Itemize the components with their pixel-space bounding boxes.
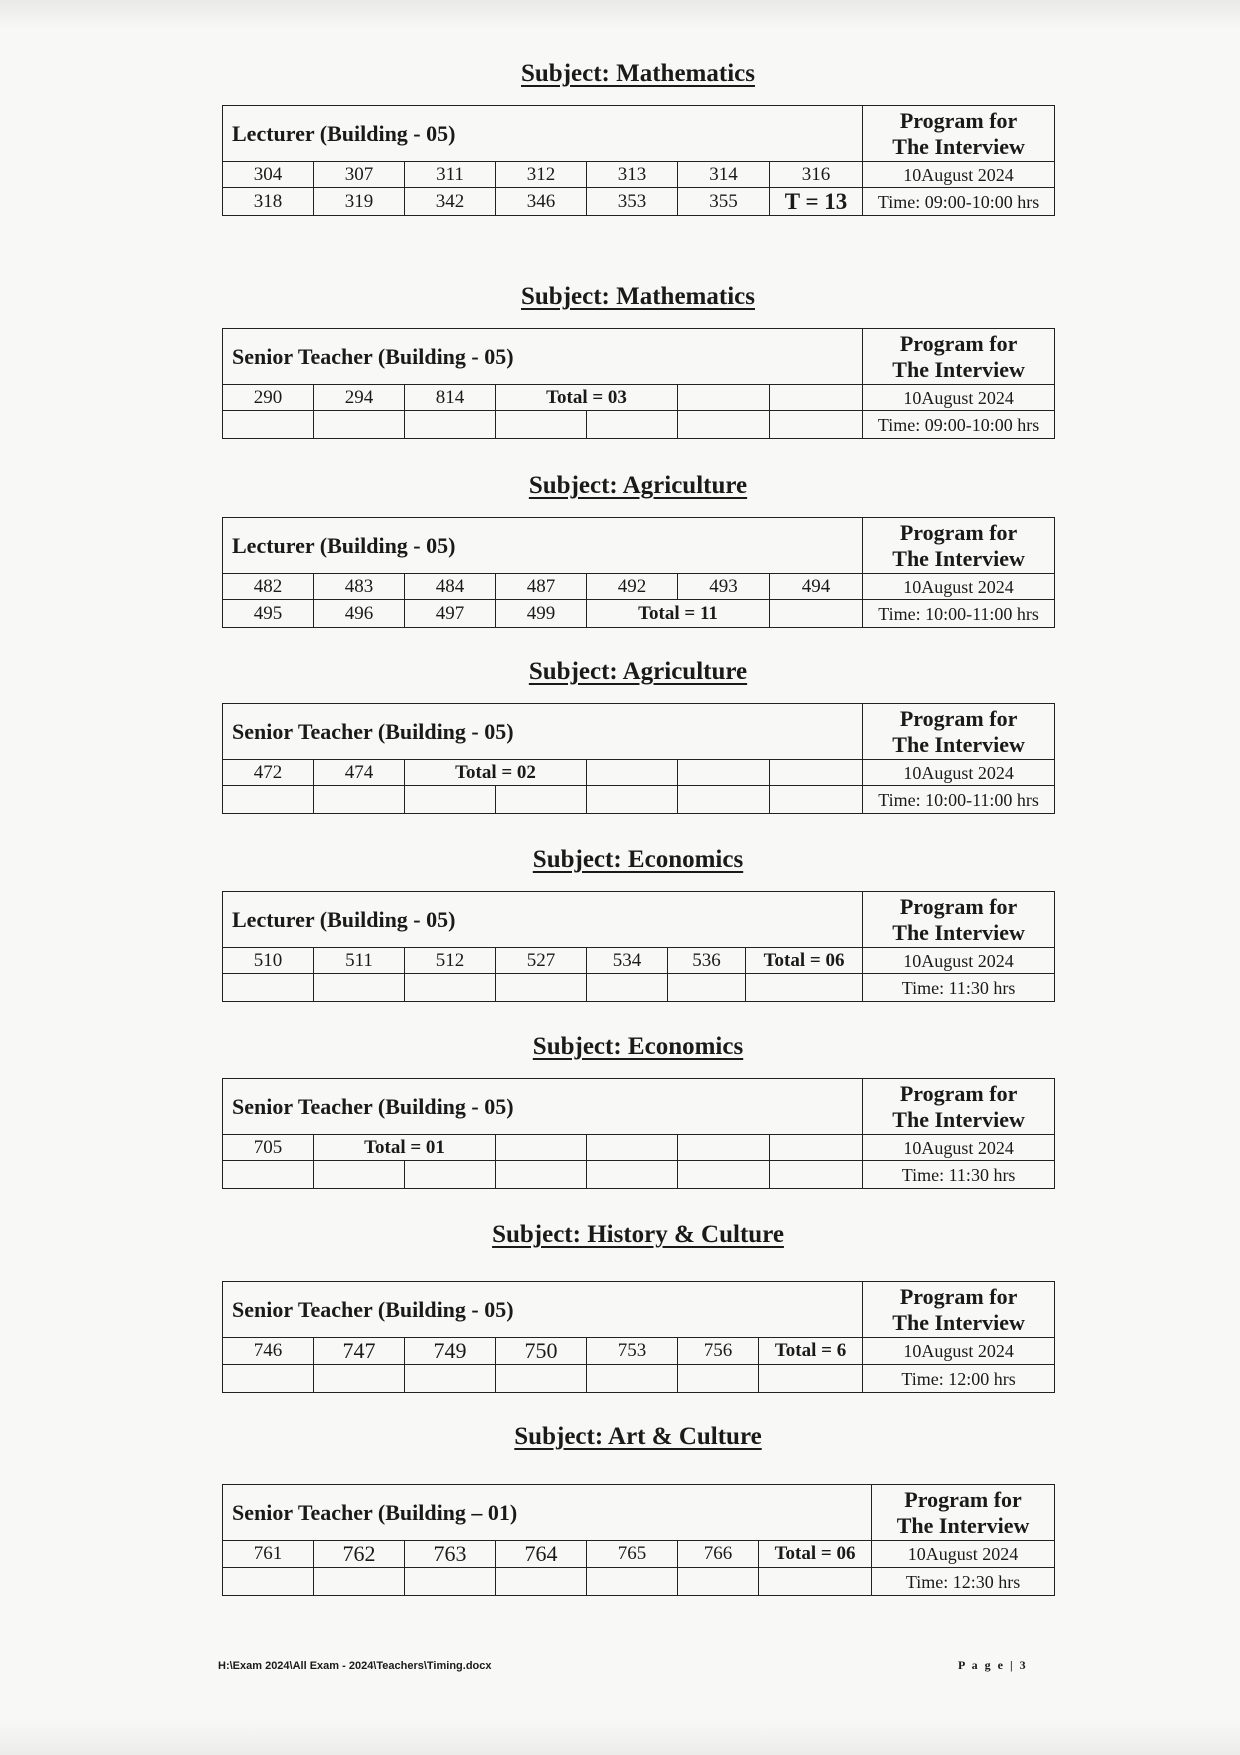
candidate-number: 705 [223, 1135, 314, 1161]
empty-cell [314, 786, 405, 814]
candidate-number: 318 [223, 188, 314, 216]
candidate-number: 747 [314, 1338, 405, 1365]
interview-date: 10August 2024 [872, 1541, 1055, 1568]
empty-cell [770, 1161, 863, 1189]
program-label: Program for The Interview [863, 518, 1055, 574]
candidate-number: 493 [678, 574, 770, 600]
table-heading: Senior Teacher (Building - 05) [223, 329, 863, 385]
candidate-number: 761 [223, 1541, 314, 1568]
interview-date: 10August 2024 [863, 1135, 1055, 1161]
candidate-number: 487 [496, 574, 587, 600]
table-heading: Senior Teacher (Building - 05) [223, 1282, 863, 1338]
subject-title: Subject: Mathematics [521, 60, 755, 87]
empty-cell [496, 411, 587, 439]
empty-cell [223, 974, 314, 1002]
candidate-number: 472 [223, 760, 314, 786]
empty-cell [678, 1568, 759, 1596]
subject-title: Subject: Mathematics [521, 283, 755, 310]
table-heading: Lecturer (Building - 05) [223, 518, 863, 574]
schedule-table [222, 1078, 1055, 1189]
candidate-number: 766 [678, 1541, 759, 1568]
candidate-number: 750 [496, 1338, 587, 1365]
total-count: Total = 6 [759, 1338, 863, 1365]
candidate-number: 342 [405, 188, 496, 216]
candidate-number: 497 [405, 600, 496, 628]
candidate-number: 496 [314, 600, 405, 628]
subject-title: Subject: Economics [532, 1033, 744, 1060]
table-heading: Senior Teacher (Building - 05) [223, 1079, 863, 1135]
candidate-number: 746 [223, 1338, 314, 1365]
candidate-number: 492 [587, 574, 678, 600]
empty-cell [678, 1365, 759, 1393]
candidate-number: 319 [314, 188, 405, 216]
interview-time: Time: 11:30 hrs [863, 974, 1055, 1002]
empty-cell [405, 1568, 496, 1596]
total-count: Total = 02 [405, 760, 587, 786]
schedule-table [222, 703, 1055, 814]
interview-date: 10August 2024 [863, 760, 1055, 786]
candidate-number: 534 [587, 948, 668, 974]
candidate-number: 499 [496, 600, 587, 628]
candidate-number: 353 [587, 188, 678, 216]
program-label: Program for The Interview [863, 329, 1055, 385]
empty-cell [770, 411, 863, 439]
interview-time: Time: 12:30 hrs [872, 1568, 1055, 1596]
schedule-table [222, 105, 1055, 216]
schedule-table [222, 1281, 1055, 1393]
empty-cell [668, 974, 746, 1002]
interview-time: Time: 09:00-10:00 hrs [863, 188, 1055, 216]
empty-cell [678, 786, 770, 814]
candidate-number: 764 [496, 1541, 587, 1568]
empty-cell [223, 1365, 314, 1393]
schedule-table [222, 517, 1055, 628]
program-label: Program for The Interview [863, 1079, 1055, 1135]
footer-page-number: P a g e | 3 [958, 1658, 1028, 1672]
candidate-number: 512 [405, 948, 496, 974]
empty-cell [678, 411, 770, 439]
empty-cell [496, 1568, 587, 1596]
schedule-table [222, 1484, 1055, 1596]
empty-cell [496, 974, 587, 1002]
subject-title: Subject: Agriculture [528, 658, 748, 685]
candidate-number: 494 [770, 574, 863, 600]
interview-date: 10August 2024 [863, 948, 1055, 974]
empty-cell [496, 1135, 587, 1161]
candidate-number: 495 [223, 600, 314, 628]
interview-time: Time: 10:00-11:00 hrs [863, 600, 1055, 628]
candidate-number: 765 [587, 1541, 678, 1568]
interview-time: Time: 12:00 hrs [863, 1365, 1055, 1393]
candidate-number: 483 [314, 574, 405, 600]
candidate-number: 314 [678, 162, 770, 188]
empty-cell [405, 411, 496, 439]
empty-cell [314, 974, 405, 1002]
program-label: Program for The Interview [863, 1282, 1055, 1338]
candidate-number: 307 [314, 162, 405, 188]
empty-cell [770, 786, 863, 814]
candidate-number: 311 [405, 162, 496, 188]
candidate-number: 484 [405, 574, 496, 600]
empty-cell [770, 600, 863, 628]
candidate-number: 510 [223, 948, 314, 974]
empty-cell [587, 411, 678, 439]
candidate-number: 312 [496, 162, 587, 188]
subject-title: Subject: Agriculture [528, 472, 748, 499]
empty-cell [587, 1365, 678, 1393]
empty-cell [314, 1161, 405, 1189]
interview-date: 10August 2024 [863, 574, 1055, 600]
empty-cell [405, 1161, 496, 1189]
empty-cell [746, 974, 863, 1002]
subject-title: Subject: Economics [532, 846, 744, 873]
empty-cell [405, 1365, 496, 1393]
empty-cell [770, 1135, 863, 1161]
table-heading: Senior Teacher (Building - 05) [223, 704, 863, 760]
empty-cell [759, 1568, 872, 1596]
candidate-number: 316 [770, 162, 863, 188]
candidate-number: 527 [496, 948, 587, 974]
candidate-number: 355 [678, 188, 770, 216]
empty-cell [405, 974, 496, 1002]
candidate-number: 290 [223, 385, 314, 411]
total-count: Total = 11 [587, 600, 770, 628]
subject-title: Subject: Art & Culture [514, 1423, 762, 1450]
candidate-number: 346 [496, 188, 587, 216]
empty-cell [496, 1161, 587, 1189]
program-label: Program for The Interview [863, 704, 1055, 760]
total-count: Total = 06 [759, 1541, 872, 1568]
empty-cell [314, 1568, 405, 1596]
empty-cell [587, 786, 678, 814]
total-count: Total = 06 [746, 948, 863, 974]
program-label: Program for The Interview [872, 1485, 1055, 1541]
empty-cell [587, 1161, 678, 1189]
total-count: T = 13 [770, 188, 863, 216]
empty-cell [587, 974, 668, 1002]
interview-date: 10August 2024 [863, 385, 1055, 411]
empty-cell [223, 786, 314, 814]
interview-date: 10August 2024 [863, 162, 1055, 188]
candidate-number: 536 [668, 948, 746, 974]
empty-cell [223, 411, 314, 439]
empty-cell [678, 385, 770, 411]
empty-cell [770, 760, 863, 786]
empty-cell [223, 1161, 314, 1189]
empty-cell [587, 1568, 678, 1596]
interview-date: 10August 2024 [863, 1338, 1055, 1365]
subject-title: Subject: History & Culture [492, 1221, 784, 1248]
empty-cell [678, 1161, 770, 1189]
interview-time: Time: 09:00-10:00 hrs [863, 411, 1055, 439]
candidate-number: 482 [223, 574, 314, 600]
interview-time: Time: 10:00-11:00 hrs [863, 786, 1055, 814]
table-heading: Lecturer (Building - 05) [223, 106, 863, 162]
schedule-table [222, 328, 1055, 439]
empty-cell [770, 385, 863, 411]
empty-cell [314, 411, 405, 439]
empty-cell [587, 760, 678, 786]
candidate-number: 763 [405, 1541, 496, 1568]
empty-cell [496, 786, 587, 814]
candidate-number: 304 [223, 162, 314, 188]
program-label: Program for The Interview [863, 892, 1055, 948]
empty-cell [678, 1135, 770, 1161]
empty-cell [759, 1365, 863, 1393]
candidate-number: 511 [314, 948, 405, 974]
total-count: Total = 03 [496, 385, 678, 411]
program-label: Program for The Interview [863, 106, 1055, 162]
interview-time: Time: 11:30 hrs [863, 1161, 1055, 1189]
candidate-number: 756 [678, 1338, 759, 1365]
candidate-number: 313 [587, 162, 678, 188]
candidate-number: 814 [405, 385, 496, 411]
candidate-number: 762 [314, 1541, 405, 1568]
candidate-number: 749 [405, 1338, 496, 1365]
candidate-number: 753 [587, 1338, 678, 1365]
empty-cell [587, 1135, 678, 1161]
table-heading: Lecturer (Building - 05) [223, 892, 863, 948]
total-count: Total = 01 [314, 1135, 496, 1161]
schedule-table [222, 891, 1055, 1002]
empty-cell [223, 1568, 314, 1596]
empty-cell [314, 1365, 405, 1393]
footer-file-path: H:\Exam 2024\All Exam - 2024\Teachers\Timing.docx [218, 1660, 492, 1672]
table-heading: Senior Teacher (Building – 01) [223, 1485, 872, 1541]
empty-cell [678, 760, 770, 786]
empty-cell [496, 1365, 587, 1393]
candidate-number: 474 [314, 760, 405, 786]
candidate-number: 294 [314, 385, 405, 411]
empty-cell [405, 786, 496, 814]
